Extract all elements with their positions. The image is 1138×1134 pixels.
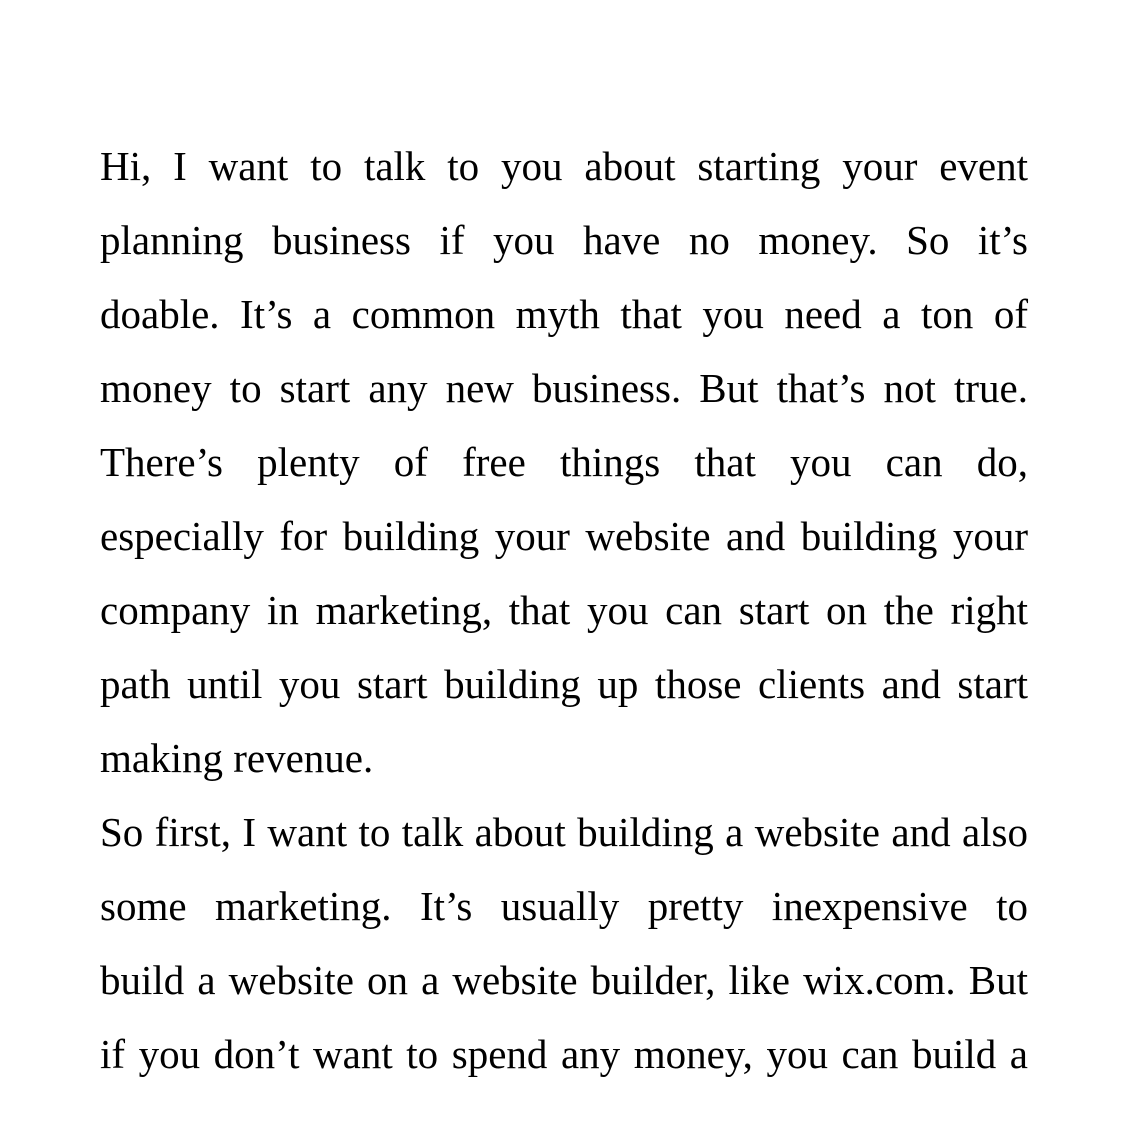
text-line: making revenue.: [100, 735, 374, 781]
text-line: some marketing. It’s usually pretty inexpensive to: [100, 883, 1028, 929]
text-line: especially for building your website and building your: [100, 513, 1028, 559]
paragraph-website: [100, 795, 1028, 1091]
text-line: if you don’t want to spend any money, you can build a: [100, 1031, 1028, 1077]
text-line: path until you start building up those clients and start: [100, 661, 1028, 707]
paragraph-intro: [100, 129, 1028, 795]
text-line: money to start any new business. But that’s not true.: [100, 365, 1028, 411]
text-line: So first, I want to talk about building a website and also: [100, 809, 1028, 855]
text-line: doable. It’s a common myth that you need a ton of: [100, 291, 1028, 337]
text-line: build a website on a website builder, like wix.com. But: [100, 957, 1028, 1003]
document-page: [100, 129, 1028, 1091]
text-line: company in marketing, that you can start on the right: [100, 587, 1028, 633]
text-line: There’s plenty of free things that you can do,: [100, 439, 1028, 485]
text-line: planning business if you have no money. So it’s: [100, 217, 1028, 263]
text-line: Hi, I want to talk to you about starting your event: [100, 143, 1028, 189]
